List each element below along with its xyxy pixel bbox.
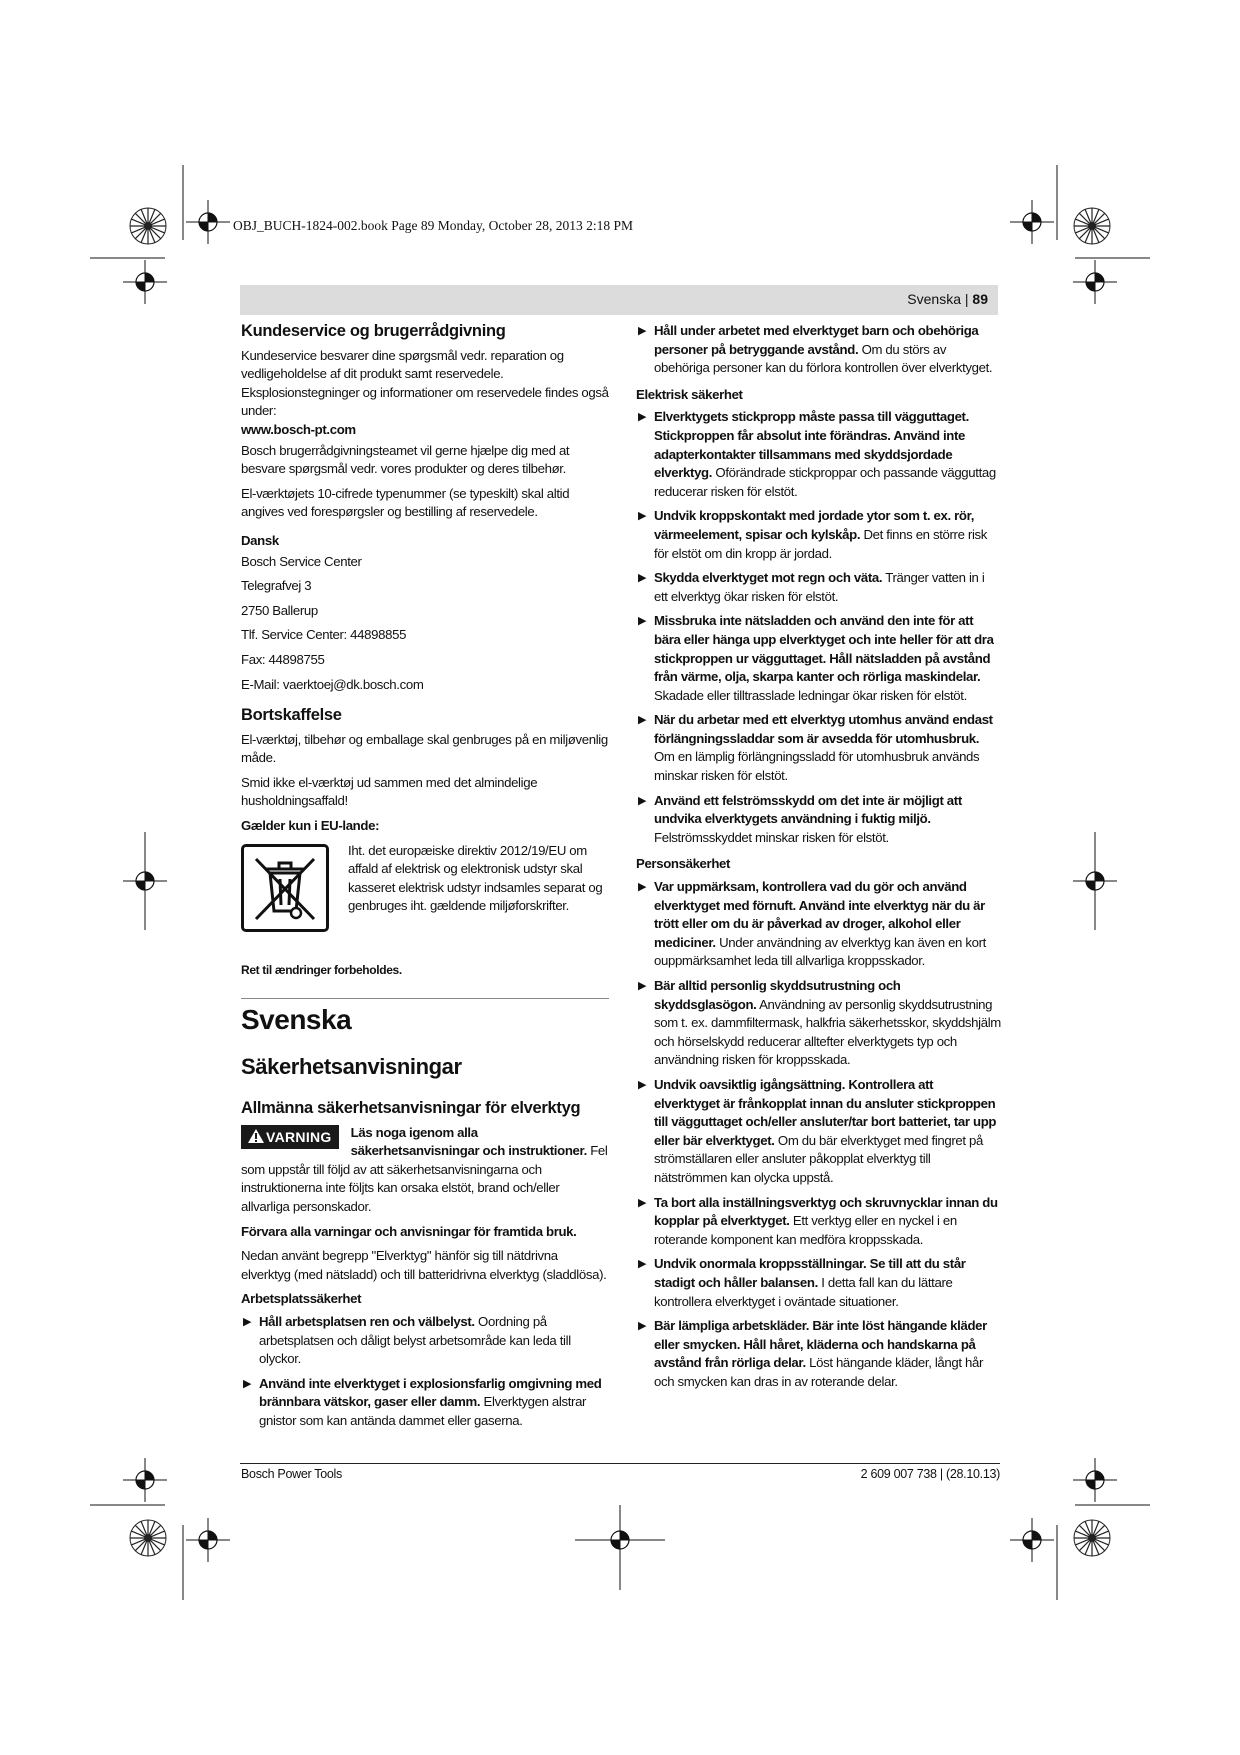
bullet-text: Skadade eller tilltrasslade ledningar ökar risken för elstöt. bbox=[654, 687, 967, 703]
weee-bin-icon bbox=[241, 844, 329, 932]
paragraph: El-værktøjets 10-cifrede typenummer (se typeskilt) skal altid angives ved forespørgsler og bestilling af reservedele. bbox=[241, 485, 570, 520]
safety-title: Säkerhetsanvisningar bbox=[241, 1054, 462, 1079]
electrical-heading: Elektrisk säkerhet bbox=[636, 386, 743, 402]
eu-heading: Gælder kun i EU-lande: bbox=[241, 818, 380, 834]
bullet-text: Oförändrade stickproppar och passande vägguttag reducerar risken för elstöt. bbox=[654, 465, 996, 499]
bullet-item bbox=[636, 1255, 1001, 1311]
bullet-item bbox=[636, 1076, 1001, 1188]
section-heading-kundeservice: Kundeservice og brugerrådgivning bbox=[241, 322, 506, 340]
warning-label: VARNING bbox=[266, 1128, 332, 1145]
bullet-item bbox=[636, 878, 1001, 971]
term-definition: Nedan använt begrepp "Elverktyg" hänför sig till nätdrivna elverktyg (med nätsladd) och till batteridrivna elverktyg (sladdlösa). bbox=[241, 1248, 607, 1282]
bullet-text: Elverktygen alstrar gnistor som kan antända dammet eller gaserna. bbox=[259, 1394, 587, 1428]
bullet-arrow-icon: ▶ bbox=[638, 1320, 647, 1333]
personal-heading: Personsäkerhet bbox=[636, 856, 731, 872]
bullet-text: I detta fall kan du lättare kontrollera elverktyget i oväntade situationer. bbox=[654, 1274, 953, 1309]
bullet-arrow-icon: ▶ bbox=[638, 1258, 647, 1271]
bullet-item bbox=[636, 322, 1001, 378]
warning-badge bbox=[241, 1125, 339, 1150]
bullet-arrow-icon: ▶ bbox=[638, 980, 647, 992]
bullet-bold: Bär lämpliga arbetskläder. Bär inte löst hängande kläder eller smycken. Håll håret, kläderna och handskarna på avstånd från rörliga delar. bbox=[654, 1318, 987, 1371]
page-header bbox=[907, 291, 988, 307]
bullet-text: Det finns en större risk för elstöt om din kropp är jordad. bbox=[654, 526, 988, 561]
section-rule bbox=[241, 998, 609, 999]
page-number: 89 bbox=[972, 291, 988, 307]
bullet-bold: Håll arbetsplatsen ren och välbelyst. bbox=[259, 1313, 475, 1329]
bullet-item bbox=[636, 977, 1001, 1070]
bullet-bold: Håll under arbetet med elverktyget barn och obehöriga personer på betryggande avstånd. bbox=[654, 323, 979, 357]
warning-triangle-icon bbox=[248, 1129, 264, 1143]
footer-right: 2 609 007 738 | (28.10.13) bbox=[860, 1467, 1000, 1481]
bullet-text: Ett verktyg eller en nyckel i en roterande komponent kan medföra kroppsskada. bbox=[654, 1213, 957, 1247]
footer-rule bbox=[240, 1463, 1000, 1464]
bullet-item bbox=[636, 711, 1001, 785]
bullet-arrow-icon: ▶ bbox=[638, 881, 647, 894]
bullet-arrow-icon: ▶ bbox=[243, 1315, 252, 1328]
bullet-item bbox=[241, 1313, 609, 1369]
bullet-bold: Bär alltid personlig skyddsutrustning och skyddsglasögon. bbox=[654, 978, 901, 1012]
paragraph: Bosch brugerrådgivningsteamet vil gerne hjælpe dig med at besvare spørgsmål vedr. vores produkter og deres tilbehør. bbox=[241, 442, 570, 477]
bullet-arrow-icon: ▶ bbox=[638, 325, 647, 337]
address-fax: Fax: 44898755 bbox=[241, 651, 325, 667]
bullet-text: Löst hängande kläder, långt hår och smycken kan dras in av roterande delar. bbox=[654, 1355, 984, 1389]
general-safety-heading: Allmänna säkerhetsanvisningar för elverktyg bbox=[241, 1099, 581, 1117]
weee-text: Iht. det europæiske direktiv 2012/19/EU om affald af elektrisk og elektronisk udstyr skal kasseret elektrisk udstyr indsamles separat og genbruges iht. gældende miljøforskrifter. bbox=[348, 842, 603, 914]
bullet-item bbox=[636, 792, 1001, 848]
bullet-bold: Använd ett felströmsskydd om det inte är möjligt att undvika elverktygets användning i fuktig miljö. bbox=[654, 792, 962, 827]
bullet-bold: När du arbetar med ett elverktyg utomhus använd endast förlängningssladdar som är avsedda för utomhusbruk. bbox=[654, 712, 993, 746]
workplace-heading: Arbetsplatssäkerhet bbox=[241, 1291, 362, 1307]
bullet-bold: Elverktygets stickpropp måste passa till vägguttaget. Stickproppen får absolut inte förändras. Använd inte adapterkontakter tillsammans med skyddsjordade elverktyg. bbox=[654, 409, 969, 481]
bullet-item bbox=[636, 1317, 1001, 1391]
paragraph: Smid ikke el-værktøj ud sammen med det almindelige husholdningsaffald! bbox=[241, 774, 538, 809]
bullet-arrow-icon: ▶ bbox=[243, 1377, 252, 1390]
bullet-arrow-icon: ▶ bbox=[638, 1078, 647, 1091]
address-line: Bosch Service Center bbox=[241, 553, 362, 569]
bullet-arrow-icon: ▶ bbox=[638, 615, 647, 628]
website-link[interactable]: www.bosch-pt.com bbox=[241, 421, 356, 437]
warning-text: Fel som uppstår till följd av att säkerhetsanvisningarna och instruktionerna inte följts kan orsaka elstöt, brand och/eller allvarliga personskador. bbox=[241, 1143, 608, 1214]
bullet-text: Om du störs av obehöriga personer kan du förlora kontrollen över elverktyget. bbox=[654, 341, 993, 376]
weee-block bbox=[241, 842, 609, 938]
bullet-item bbox=[636, 612, 1001, 705]
keep-instructions: Förvara alla varningar och anvisningar för framtida bruk. bbox=[241, 1223, 577, 1239]
address-line: 2750 Ballerup bbox=[241, 602, 318, 618]
book-header: OBJ_BUCH-1824-002.book Page 89 Monday, October 28, 2013 2:18 PM bbox=[233, 218, 633, 233]
svenska-section bbox=[241, 1003, 609, 1437]
bullet-text: Om en lämplig förlängningssladd för utomhusbruk används minskar risken för elstöt. bbox=[654, 749, 980, 784]
bullet-bold: Undvik oavsiktlig igångsättning. Kontrollera att elverktyget är frånkopplat innan du ansluter stickproppen till vägguttaget och/eller ansluter/tar bort batteriet, tar upp eller bär elverktyget. bbox=[654, 1076, 997, 1148]
page-header-bar bbox=[240, 285, 998, 315]
bullet-bold: Undvik kroppskontakt med jordade ytor som t. ex. rör, värmeelement, spisar och kylskåp. bbox=[654, 508, 975, 542]
bullet-bold: Skydda elverktyget mot regn och väta. bbox=[654, 570, 883, 586]
bullet-item bbox=[636, 507, 1001, 563]
bullet-bold: Undvik onormala kroppsställningar. Se till att du står stadigt och håller balansen. bbox=[654, 1256, 966, 1290]
address-line: Telegrafvej 3 bbox=[241, 578, 312, 594]
address-email: E-Mail: vaerktoej@dk.bosch.com bbox=[241, 676, 424, 692]
bullet-bold: Missbruka inte nätsladden och använd den inte för att bära eller hänga upp elverktyget och inte heller för att dra stickproppen ur vägguttaget. Håll nätsladden på avstånd från värme, olja, skarpa kanter och rörliga maskindelar. bbox=[654, 613, 994, 685]
bullet-arrow-icon: ▶ bbox=[638, 794, 647, 807]
country-heading: Dansk bbox=[241, 532, 279, 548]
bullet-arrow-icon: ▶ bbox=[638, 572, 647, 585]
warning-block bbox=[241, 1124, 609, 1217]
bullet-text: Användning av personlig skyddsutrustning som t. ex. dammfiltermask, halkfria säkerhetsskor, skyddshjälm och hörselskydd reducerar alltefter elverktygets typ och användning risken för kroppsskada. bbox=[654, 996, 1001, 1068]
bullet-arrow-icon: ▶ bbox=[638, 714, 647, 727]
bullet-bold: Ta bort alla inställningsverktyg och skruvnycklar innan du kopplar på elverktyget. bbox=[654, 1194, 998, 1229]
bullet-arrow-icon: ▶ bbox=[638, 1196, 647, 1209]
right-column bbox=[636, 322, 1001, 1397]
language-title: Svenska bbox=[241, 1004, 352, 1035]
bullet-text: Oordning på arbetsplatsen och dåligt belyst arbetsområde kan leda till olyckor. bbox=[259, 1313, 571, 1367]
warning-bold: Läs noga igenom alla säkerhetsanvisningar och instruktioner. bbox=[350, 1124, 587, 1159]
bullet-arrow-icon: ▶ bbox=[638, 411, 647, 424]
bullet-arrow-icon: ▶ bbox=[638, 510, 647, 523]
bullet-bold: Använd inte elverktyget i explosionsfarlig omgivning med brännbara vätskor, gaser eller damm. bbox=[259, 1375, 602, 1410]
address-block bbox=[241, 553, 609, 695]
bullet-item bbox=[241, 1375, 609, 1431]
section-heading-bortskaffelse: Bortskaffelse bbox=[241, 706, 342, 725]
bullet-text: Om du bär elverktyget med fingret på strömställaren eller ansluter påkopplat elverktyg till nätströmmen kan olycka uppstå. bbox=[654, 1132, 984, 1185]
address-phone: Tlf. Service Center: 44898855 bbox=[241, 627, 407, 643]
bullet-text: Under användning av elverktyg kan även en kort ouppmärksamhet leda till allvarliga kroppsskador. bbox=[654, 934, 986, 969]
bullet-item bbox=[636, 1194, 1001, 1250]
bullet-bold: Var uppmärksam, kontrollera vad du gör och använd elverktyget med förnuft. Använd inte elverktyg när du är trött eller om du är påverkad av droger, alkohol eller mediciner. bbox=[654, 879, 985, 950]
reserve-note: Ret til ændringer forbeholdes. bbox=[241, 962, 402, 977]
bullet-item bbox=[636, 408, 1001, 501]
header-language: Svenska bbox=[907, 291, 961, 307]
bullet-text: Felströmsskyddet minskar risken för elstöt. bbox=[654, 829, 889, 845]
bullet-item bbox=[636, 569, 1001, 606]
left-column bbox=[241, 322, 609, 979]
bullet-text: Tränger vatten in i ett elverktyg ökar risken för elstöt. bbox=[654, 570, 985, 604]
paragraph: El-værktøj, tilbehør og emballage skal genbruges på en miljøvenlig måde. bbox=[241, 731, 608, 766]
paragraph: Kundeservice besvarer dine spørgsmål vedr. reparation og vedligeholdelse af dit produkt samt reservedele. Eksplosionstegninger og informationer om reservedele findes også under: bbox=[241, 347, 609, 419]
footer-left: Bosch Power Tools bbox=[241, 1467, 342, 1481]
header-separator: | bbox=[961, 291, 973, 307]
